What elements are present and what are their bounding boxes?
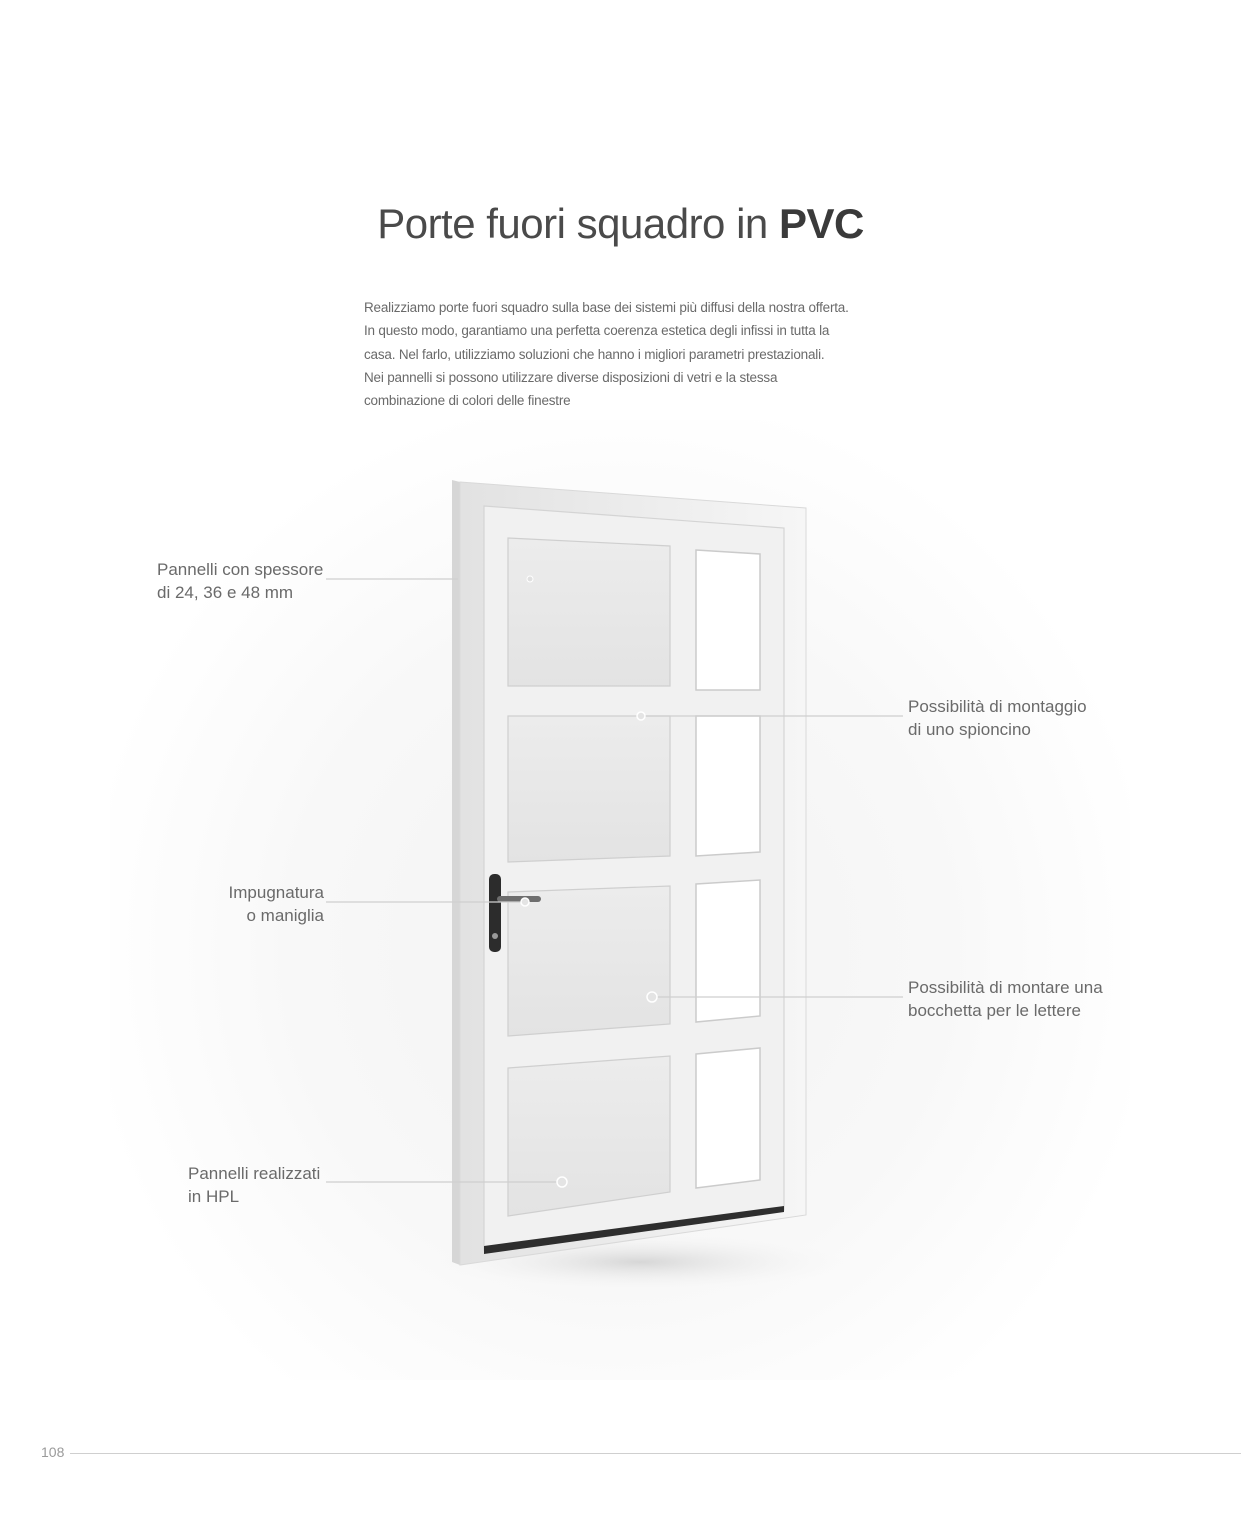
callout-line: di uno spioncino [908, 720, 1031, 739]
callout-line: Impugnatura [228, 883, 324, 902]
callout-line: in HPL [188, 1187, 240, 1206]
door-glass-1 [696, 550, 760, 690]
door-frame-edge [452, 480, 460, 1265]
callout-line: Pannelli realizzati [188, 1164, 321, 1183]
door-panel-3 [508, 886, 670, 1036]
door-handle-plate [489, 874, 501, 952]
door-panel-4 [508, 1056, 670, 1216]
callout-line: bocchetta per le lettere [908, 1001, 1081, 1020]
door-lock-cylinder [492, 933, 498, 939]
callout-line: Possibilità di montaggio [908, 697, 1087, 716]
marker-handle [521, 898, 529, 906]
door-glass-2 [696, 716, 760, 856]
callout-line: o maniglia [246, 906, 324, 925]
door-glass-4 [696, 1048, 760, 1188]
callout-hpl-panels [188, 1162, 320, 1208]
door-handle-lever [497, 896, 541, 902]
callout-letterbox [908, 976, 1103, 1022]
intro-line: Realizziamo porte fuori squadro sulla base dei sistemi più diffusi della nostra offerta. [364, 300, 849, 315]
intro-line: combinazione di colori delle finestre [364, 393, 571, 409]
door-panel-1 [508, 538, 670, 686]
intro-line: Nei pannelli si possono utilizzare diverse disposizioni di vetri e la stessa [364, 369, 778, 385]
intro-line: In questo modo, garantiamo una perfetta coerenza estetica degli infissi in tutta la [364, 323, 830, 339]
door-panel-2 [508, 716, 670, 862]
callout-panel-thickness [157, 558, 323, 604]
door-glass-3 [696, 880, 760, 1022]
page-number: 108 [41, 1444, 65, 1460]
page-title-light: Porte fuori squadro in [377, 200, 779, 247]
callout-line: Pannelli con spessore [157, 560, 324, 579]
callout-peephole [908, 695, 1087, 741]
callout-handle [204, 881, 324, 927]
marker-panel-thickness [527, 576, 533, 582]
intro-line: casa. Nel farlo, utilizziamo soluzioni che hanno i migliori parametri prestazionali. [364, 346, 825, 362]
marker-hpl-panels [557, 1177, 567, 1187]
footer-divider [70, 1453, 1241, 1454]
marker-peephole [637, 712, 645, 720]
callout-line: Possibilità di montare una [908, 978, 1103, 997]
callout-line: di 24, 36 e 48 mm [157, 583, 294, 602]
marker-letterbox [647, 992, 657, 1002]
page-title-bold: PVC [778, 200, 864, 247]
